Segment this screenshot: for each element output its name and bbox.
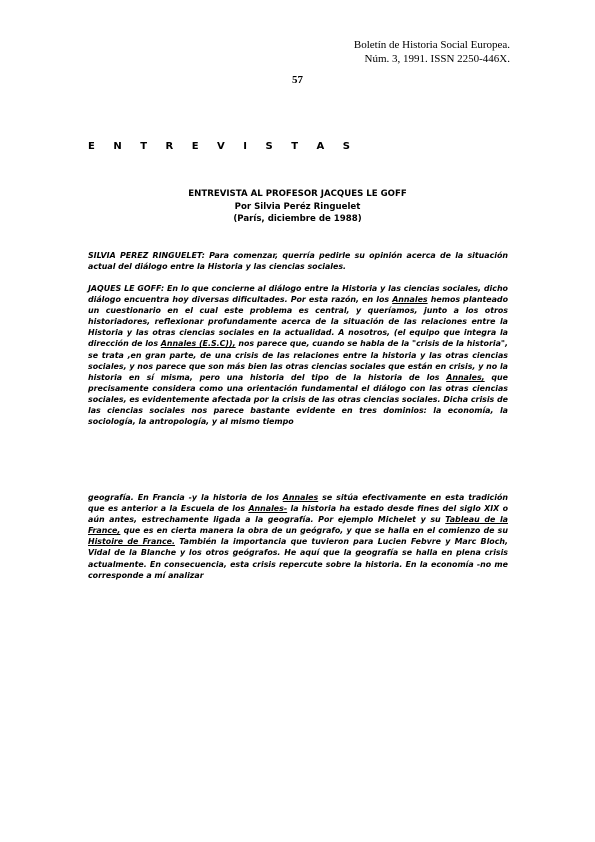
paragraph-text: hemos planteado un cuestionario en el cual este problema es central, y queríamos, junto a los otros historiadores, reflexionar profundamente acerca de la situación de las relaciones entre la Historia y las otras ciencias sociales en la actualidad. A nosotros, (el equipo que integra la dirección de los — [88, 295, 508, 349]
interview-title: ENTREVISTA AL PROFESOR JACQUES LE GOFF — [188, 189, 407, 199]
answer-paragraph — [88, 283, 508, 427]
interview-title-block — [0, 188, 595, 226]
interview-place-date: (París, diciembre de 1988) — [233, 214, 362, 224]
paragraph-text: la historia ha estado desde fines del siglo XIX o aún antes, estrechamente ligada a la geografía. Por ejemplo Michelet y su — [88, 504, 508, 525]
paragraph-text: Para comenzar, querría pedirle su opinión acerca de la situación actual del diálogo entre la Historia y las ciencias sociales. — [88, 251, 508, 272]
paragraph-text: se sitúa efectivamente en esta tradición que es anterior a la Escuela de los — [88, 493, 508, 514]
paragraph-text: También la importancia que tuvieron para Lucien Febvre y Marc Bloch, Vidal de la Blanche y los otros geógrafos. He aquí que la geografía se halla en plena crisis actualmente. En consecuencia, esta crisis repercute sobre la historia. En la economía -no me corresponde a mí analizar — [88, 537, 508, 580]
work-title: Histoire de France. — [88, 537, 175, 547]
speaker-name: JAQUES LE GOFF: — [88, 284, 165, 293]
journal-name: Boletín de Historia Social Europea. — [353, 39, 510, 51]
paragraph-text: geografía. En Francia -y la historia de los — [88, 493, 283, 502]
paragraph-text: que precisamente considera como una orientación fundamental el diálogo con las otras ciencias sociales, es evidentemente afectada por la crisis de las otras ciencias sociales. Dicha crisis de las ciencias sociales nos parece bastante evidente en tres dominios: la economía, la sociología, la antropología, y al mismo tiempo — [88, 372, 508, 427]
journal-reference: Annales — [392, 295, 428, 305]
journal-reference: Annales, — [446, 372, 485, 382]
paragraph-text: que es en cierta manera la obra de un geógrafo, y que se halla en el comienzo de su — [120, 526, 508, 536]
answer-continuation-paragraph — [88, 492, 508, 581]
interview-author: Por Silvia Peréz Ringuelet — [234, 201, 361, 212]
journal-header — [354, 38, 510, 66]
work-title: Tableau de la France, — [88, 515, 508, 536]
paragraph-text: En lo que concierne al diálogo entre la Historia y las ciencias sociales, dicho diálogo encuentra hoy diversas dificultades. Por esta razón, en los — [88, 284, 508, 305]
journal-reference: Annales (E.S.C)), — [160, 339, 236, 349]
section-label: E N T R E V I S T A S — [88, 141, 350, 152]
journal-issue: Núm. 3, 1991. ISSN 2250-446X. — [364, 53, 510, 65]
question-paragraph — [88, 250, 508, 272]
paragraph-text: nos parece que, cuando se habla de la "crisis de la historia", se trata ,en gran parte, de una crisis de las relaciones entre la historia y las otras ciencias sociales, y nos parece que son más bien las otras ciencias sociales que están en crisis, y no la historia en sí misma, pero una historia del tipo de la historia de los — [88, 339, 509, 382]
journal-reference: Annales- — [248, 504, 288, 514]
page-number: 57 — [292, 74, 303, 86]
speaker-name: SILVIA PEREZ RINGUELET: — [88, 251, 205, 260]
journal-reference: Annales — [282, 493, 319, 502]
